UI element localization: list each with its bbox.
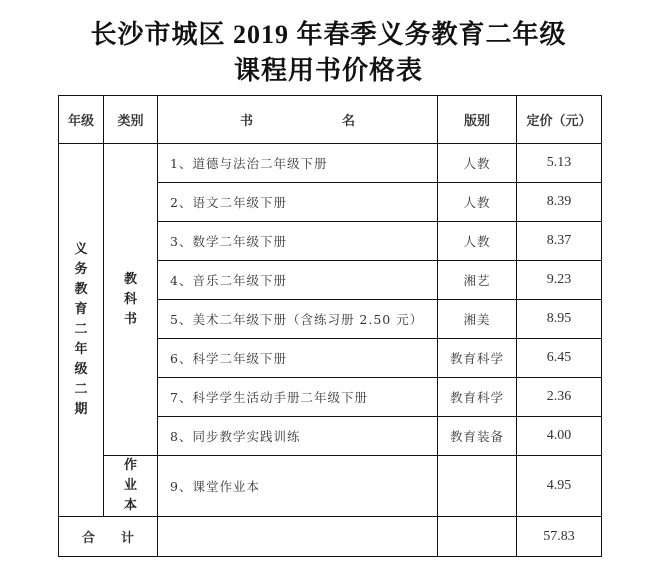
category-vertical-label bbox=[104, 456, 157, 516]
price-table bbox=[58, 95, 602, 557]
document-title-line2: 课程用书价格表 bbox=[233, 56, 423, 85]
total-empty-edition-cell bbox=[438, 517, 517, 557]
document-title-line1: 长沙市城区 2019 年春季义务教育二年级 bbox=[90, 20, 567, 49]
total-row bbox=[59, 517, 602, 557]
price-cell: 8.37 bbox=[517, 222, 602, 261]
header-book-name bbox=[158, 96, 438, 144]
edition-cell: 人教 bbox=[438, 222, 517, 261]
edition-cell: 教育科学 bbox=[438, 339, 517, 378]
grade-char: 教 bbox=[74, 282, 88, 297]
grade-char: 期 bbox=[74, 402, 88, 417]
header-edition: 版别 bbox=[438, 96, 517, 144]
total-label-right: 计 bbox=[121, 531, 135, 546]
price-cell: 2.36 bbox=[517, 378, 602, 417]
book-name-cell: 8、同步教学实践训练 bbox=[158, 417, 438, 456]
category-char: 科 bbox=[123, 291, 137, 307]
grade-char: 育 bbox=[74, 302, 88, 317]
price-cell: 5.13 bbox=[517, 144, 602, 183]
grade-char: 年 bbox=[74, 342, 88, 357]
edition-cell: 教育科学 bbox=[438, 378, 517, 417]
grade-char: 级 bbox=[74, 362, 88, 377]
header-category: 类别 bbox=[104, 96, 158, 144]
book-name-cell: 4、音乐二年级下册 bbox=[158, 261, 438, 300]
grade-char: 务 bbox=[74, 262, 88, 277]
total-empty-book-cell bbox=[158, 517, 438, 557]
category-char: 作 bbox=[123, 458, 137, 473]
price-cell: 8.95 bbox=[517, 300, 602, 339]
edition-cell bbox=[438, 456, 517, 517]
header-book-name-right: 名 bbox=[341, 114, 355, 129]
total-label-cell bbox=[59, 517, 158, 557]
edition-cell: 人教 bbox=[438, 183, 517, 222]
category-char: 书 bbox=[123, 311, 137, 327]
price-cell: 9.23 bbox=[517, 261, 602, 300]
header-book-name-left: 书 bbox=[240, 114, 254, 129]
table-row bbox=[59, 144, 602, 183]
category-cell-textbook bbox=[104, 144, 158, 456]
grade-cell bbox=[59, 144, 104, 517]
category-cell-homework bbox=[104, 456, 158, 517]
category-char: 本 bbox=[123, 498, 137, 513]
book-name-cell: 3、数学二年级下册 bbox=[158, 222, 438, 261]
table-row bbox=[59, 456, 602, 517]
book-name-cell: 6、科学二年级下册 bbox=[158, 339, 438, 378]
edition-cell: 湘美 bbox=[438, 300, 517, 339]
grade-char: 二 bbox=[74, 322, 88, 337]
book-name-cell: 5、美术二年级下册（含练习册 2.50 元） bbox=[158, 300, 438, 339]
book-name-cell: 7、科学学生活动手册二年级下册 bbox=[158, 378, 438, 417]
category-char: 教 bbox=[123, 271, 137, 287]
edition-cell: 人教 bbox=[438, 144, 517, 183]
book-name-cell: 1、道德与法治二年级下册 bbox=[158, 144, 438, 183]
book-name-cell: 9、课堂作业本 bbox=[158, 456, 438, 517]
table-header-row bbox=[59, 96, 602, 144]
grade-char: 二 bbox=[74, 382, 88, 397]
category-vertical-label bbox=[104, 270, 157, 330]
edition-cell: 教育装备 bbox=[438, 417, 517, 456]
total-price-cell: 57.83 bbox=[517, 517, 602, 557]
header-price: 定价（元） bbox=[517, 96, 602, 144]
price-cell: 8.39 bbox=[517, 183, 602, 222]
header-grade: 年级 bbox=[59, 96, 104, 144]
category-char: 业 bbox=[123, 478, 137, 493]
edition-cell: 湘艺 bbox=[438, 261, 517, 300]
book-name-cell: 2、语文二年级下册 bbox=[158, 183, 438, 222]
grade-vertical-label bbox=[59, 240, 103, 420]
total-label-left: 合 bbox=[81, 531, 95, 546]
price-cell: 4.00 bbox=[517, 417, 602, 456]
price-cell: 4.95 bbox=[517, 456, 602, 517]
price-cell: 6.45 bbox=[517, 339, 602, 378]
grade-char: 义 bbox=[74, 242, 88, 257]
